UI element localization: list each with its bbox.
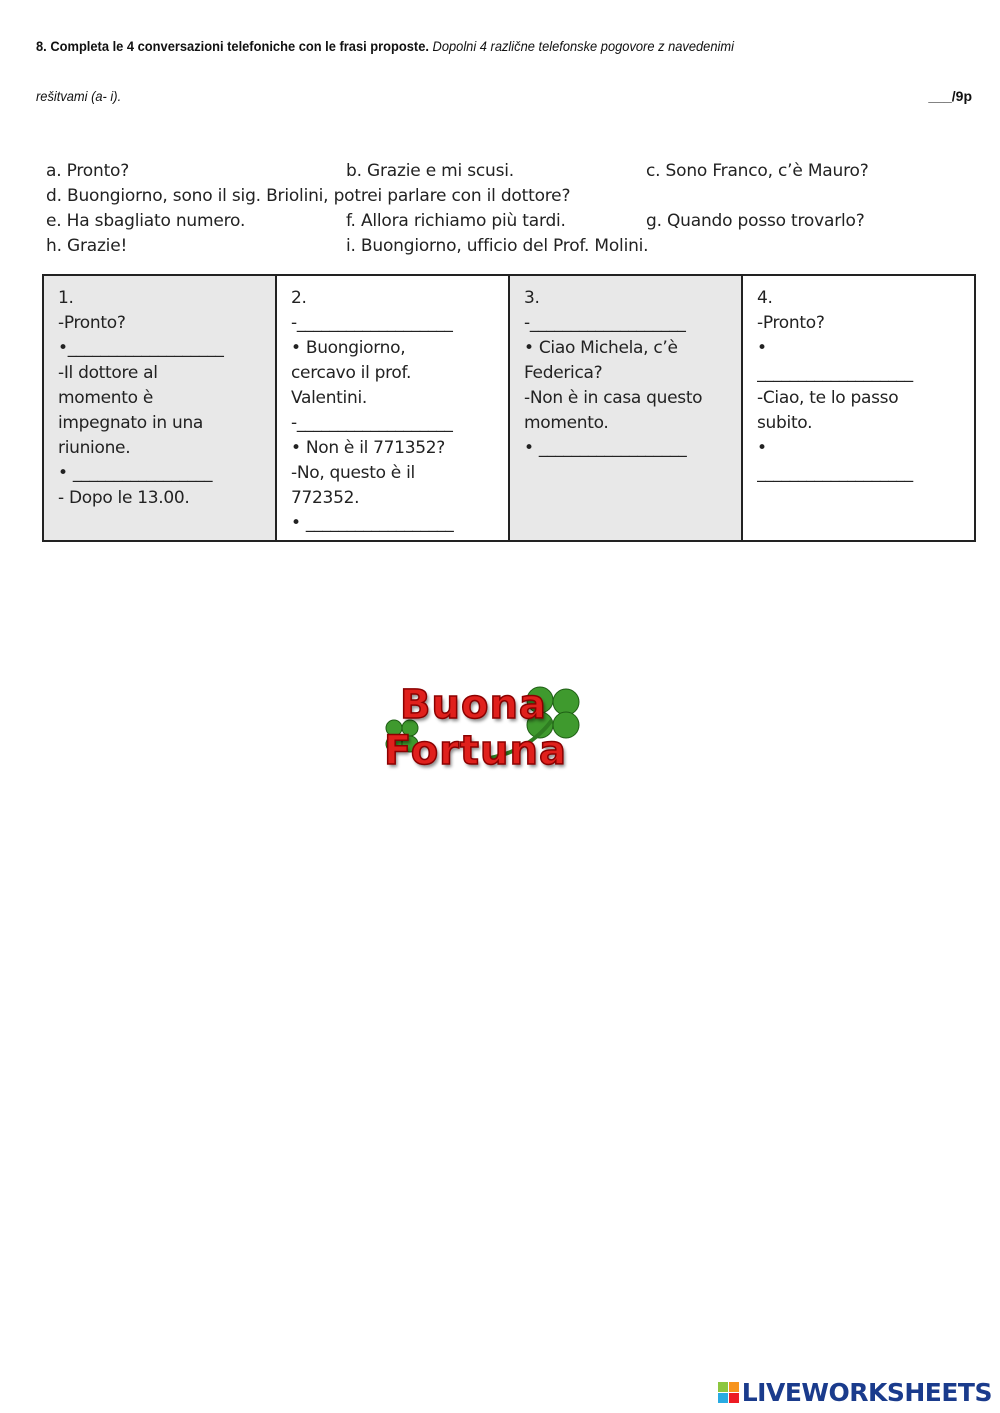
exercise-title bbox=[36, 38, 734, 54]
option-item: a. Pronto? bbox=[46, 161, 130, 181]
dialogue-line: 3. bbox=[524, 288, 540, 308]
watermark-tile bbox=[718, 1382, 728, 1392]
dialogue-line: Federica? bbox=[524, 363, 603, 383]
answer-blank[interactable]: • __________________ bbox=[524, 438, 687, 458]
instruction-continued bbox=[36, 88, 121, 104]
conversation-4 bbox=[742, 275, 975, 541]
dialogue-line: -Non è in casa questo bbox=[524, 388, 703, 408]
dialogue-line: • Non è il 771352? bbox=[291, 438, 445, 458]
watermark-tile bbox=[729, 1382, 739, 1392]
answer-blank[interactable]: • __________________ bbox=[291, 513, 454, 533]
answer-blank[interactable]: -___________________ bbox=[524, 313, 686, 333]
dialogue-line: impegnato in una bbox=[58, 413, 204, 433]
instruction-slovene-2: rešitvami (a- i). bbox=[36, 88, 122, 104]
answer-blank[interactable]: • _________________ bbox=[58, 463, 213, 483]
dialogue-line: • bbox=[757, 338, 767, 358]
dialogue-line: momento è bbox=[58, 388, 153, 408]
option-item: b. Grazie e mi scusi. bbox=[346, 161, 514, 181]
options-list bbox=[46, 161, 966, 261]
option-row bbox=[46, 186, 966, 211]
answer-blank[interactable]: ___________________ bbox=[757, 363, 913, 383]
conversations-row bbox=[43, 275, 975, 541]
conversation-3 bbox=[509, 275, 742, 541]
dialogue-line: -No, questo è il bbox=[291, 463, 415, 483]
dialogue-line: subito. bbox=[757, 413, 813, 433]
option-item: g. Quando posso trovarlo? bbox=[646, 211, 865, 231]
dialogue-line: momento. bbox=[524, 413, 609, 433]
answer-blank[interactable]: -___________________ bbox=[291, 313, 453, 333]
option-item: h. Grazie! bbox=[46, 236, 128, 256]
dialogue-line: -Il dottore al bbox=[58, 363, 158, 383]
dialogue-line: 4. bbox=[757, 288, 773, 308]
dialogue-line: riunione. bbox=[58, 438, 131, 458]
dialogue-line: 2. bbox=[291, 288, 307, 308]
dialogue-line: • Buongiorno, bbox=[291, 338, 406, 358]
answer-blank[interactable]: ___________________ bbox=[757, 463, 913, 483]
dialogue-line: • Ciao Michela, c’è bbox=[524, 338, 678, 358]
option-row bbox=[46, 211, 966, 236]
option-item: f. Allora richiamo più tardi. bbox=[346, 211, 566, 231]
buona-fortuna-logo bbox=[380, 680, 600, 790]
exercise-title-italian: 8. Completa le 4 conversazioni telefoniche con le frasi proposte. bbox=[36, 38, 429, 54]
liveworksheets-watermark bbox=[718, 1378, 992, 1407]
option-row bbox=[46, 236, 966, 261]
dialogue-line: -Ciao, te lo passo bbox=[757, 388, 899, 408]
logo-line-1: Buona bbox=[400, 682, 547, 728]
conversations-table bbox=[42, 274, 976, 542]
dialogue-line: Valentini. bbox=[291, 388, 367, 408]
option-item: e. Ha sbagliato numero. bbox=[46, 211, 246, 231]
liveworksheets-icon bbox=[718, 1382, 739, 1403]
option-item: d. Buongiorno, sono il sig. Briolini, potrei parlare con il dottore? bbox=[46, 186, 571, 206]
watermark-text: LIVEWORKSHEETS bbox=[741, 1378, 992, 1407]
dialogue-line: 772352. bbox=[291, 488, 360, 508]
conversation-2 bbox=[276, 275, 509, 541]
option-row bbox=[46, 161, 966, 186]
option-item: i. Buongiorno, ufficio del Prof. Molini. bbox=[346, 236, 649, 256]
watermark-tile bbox=[729, 1393, 739, 1403]
conversation-1 bbox=[43, 275, 276, 541]
dialogue-line: • bbox=[757, 438, 767, 458]
option-item: c. Sono Franco, c’è Mauro? bbox=[646, 161, 869, 181]
score: ___/9p bbox=[928, 88, 972, 104]
dialogue-line: -Pronto? bbox=[58, 313, 126, 333]
dialogue-line: 1. bbox=[58, 288, 74, 308]
dialogue-line: cercavo il prof. bbox=[291, 363, 412, 383]
answer-blank[interactable]: •___________________ bbox=[58, 338, 224, 358]
answer-blank[interactable]: -___________________ bbox=[291, 413, 453, 433]
dialogue-line: - Dopo le 13.00. bbox=[58, 488, 190, 508]
instruction-slovene: Dopolni 4 različne telefonske pogovore z navedenimi bbox=[432, 38, 734, 54]
logo-line-2: Fortuna bbox=[384, 728, 567, 774]
dialogue-line: -Pronto? bbox=[757, 313, 825, 333]
watermark-tile bbox=[718, 1393, 728, 1403]
